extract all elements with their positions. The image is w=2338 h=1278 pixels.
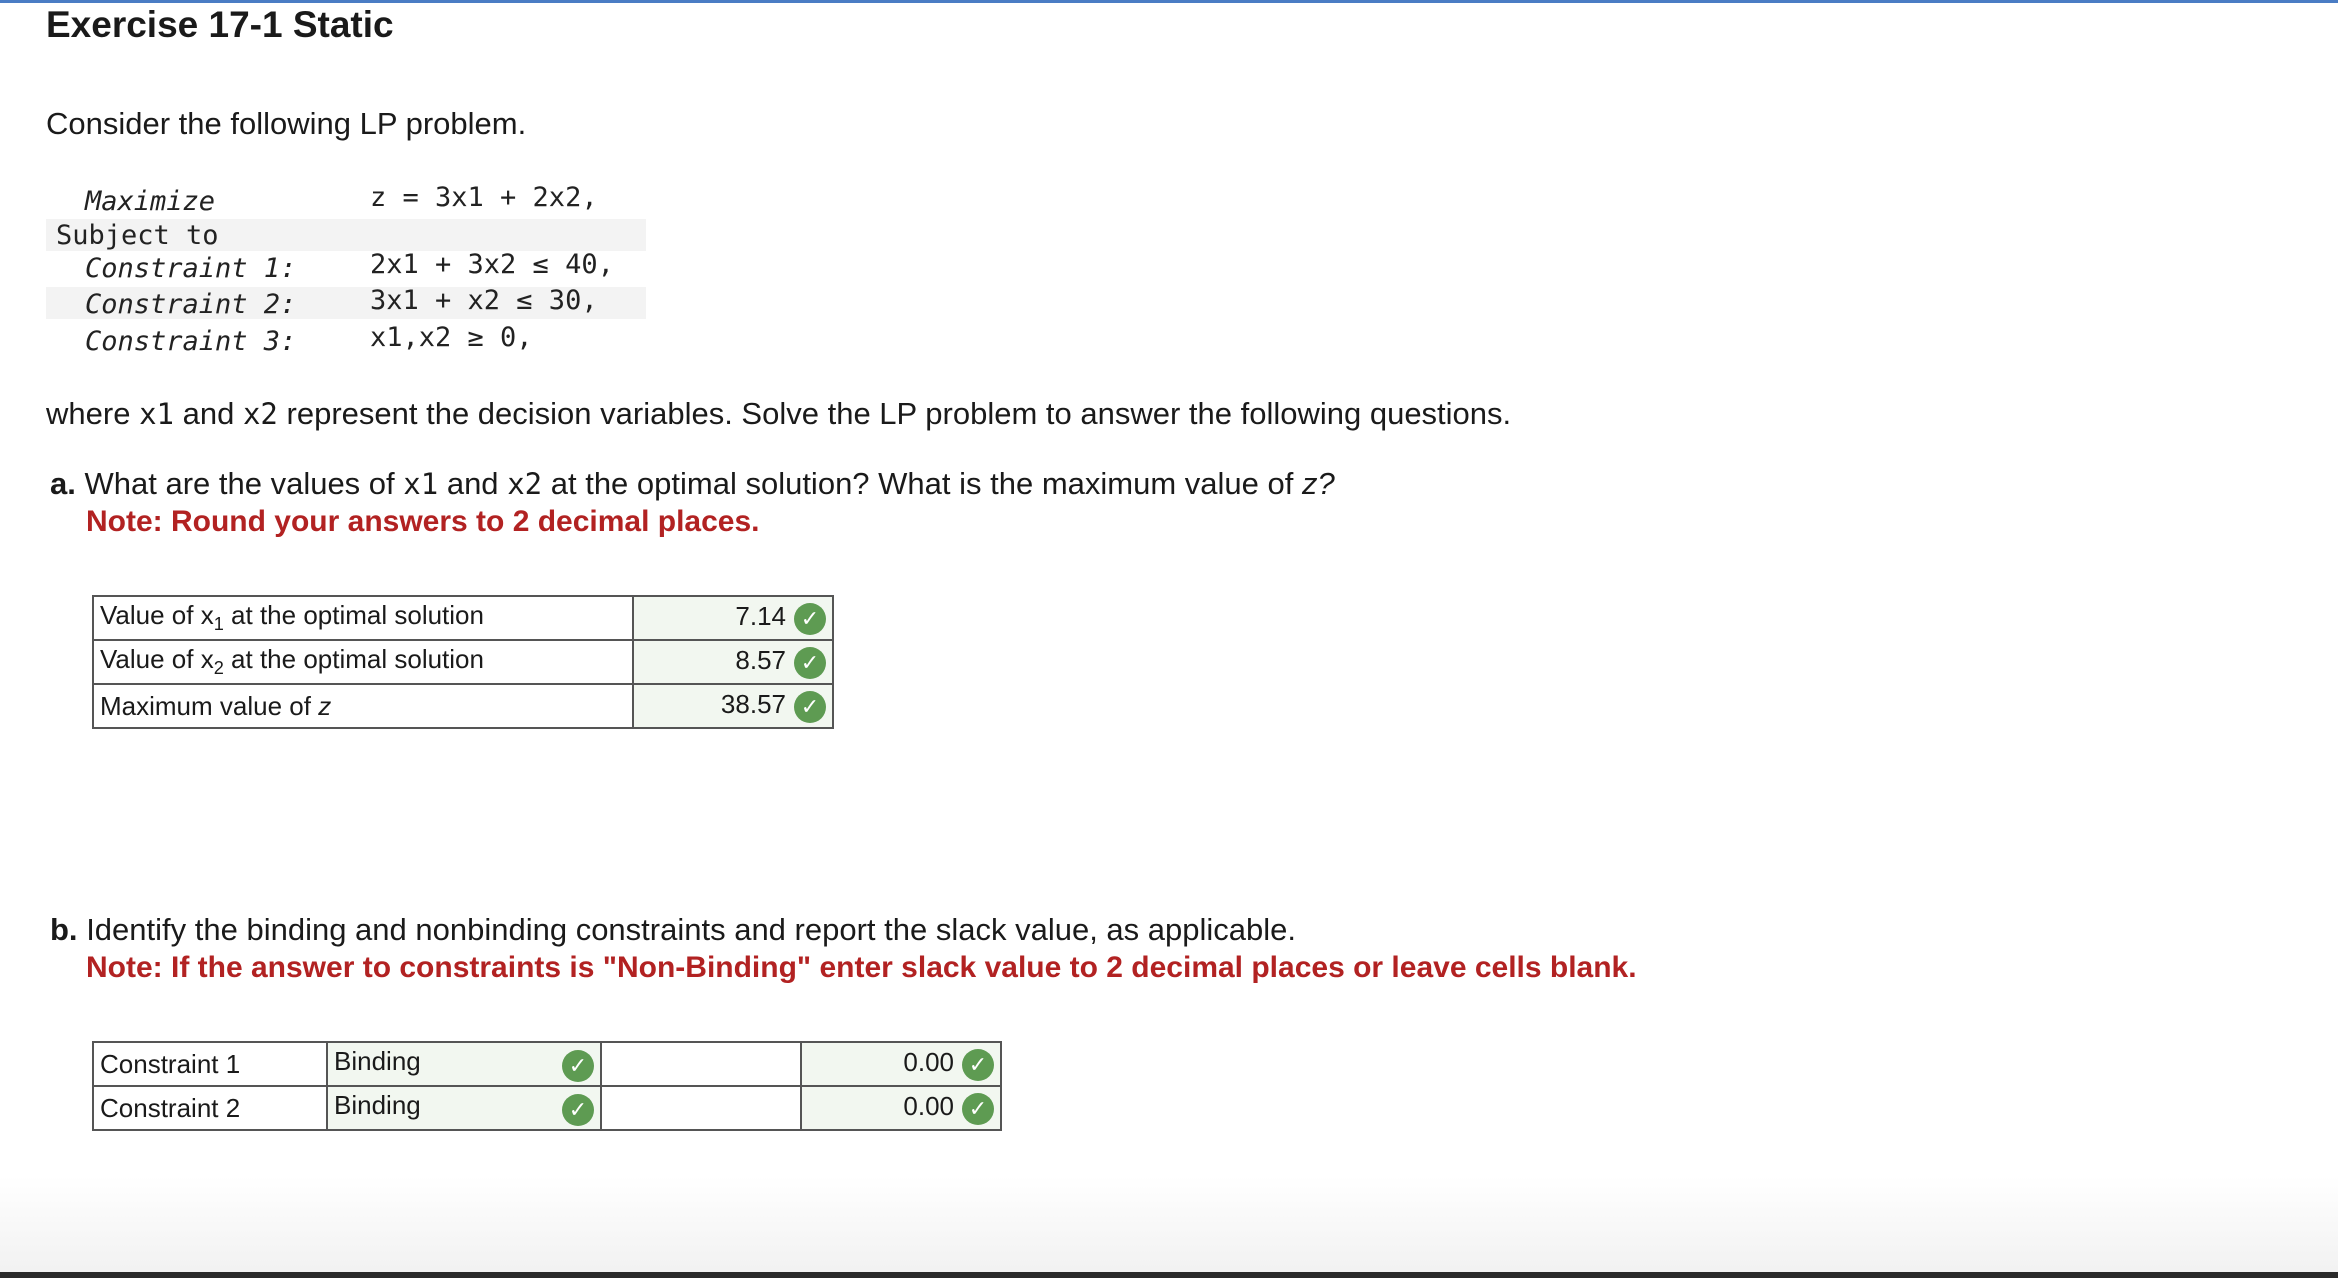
answer-table-a — [92, 595, 834, 729]
slack-input[interactable] — [801, 1042, 1001, 1086]
slack-value: 0.00 — [903, 1091, 954, 1122]
lp-objective: z = 3x1 + 2x2, — [370, 182, 598, 213]
lp-maximize-label: Maximize — [85, 186, 216, 217]
where-paragraph — [46, 396, 1511, 432]
row-label: Value of $x_1$ at the optimal solution — [93, 596, 633, 640]
row-label: Constraint 1 — [93, 1042, 327, 1086]
table-row — [93, 1042, 1001, 1086]
question-b — [50, 912, 1296, 948]
question-a-text: What are the values of — [84, 466, 395, 501]
answer-cell[interactable] — [633, 640, 833, 684]
slack-value: 0.00 — [903, 1047, 954, 1078]
question-b-note: Note: If the answer to constraints is "Non-Binding" enter slack value to 2 decimal places or leave cells blank. — [86, 951, 1637, 984]
binding-value: Binding — [334, 1046, 421, 1076]
row-label: Constraint 2 — [93, 1086, 327, 1130]
answer-value: 8.57 — [735, 645, 786, 676]
question-a-letter: a. — [50, 466, 76, 501]
intro-text: Consider the following LP problem. — [46, 106, 527, 141]
lp-constraint-1-expr: 2x1 + 3x2 ≤ 40, — [370, 249, 614, 280]
slack-input[interactable] — [801, 1086, 1001, 1130]
where-rest: represent the decision variables. Solve the LP problem to answer the following questions. — [286, 396, 1512, 431]
answer-value: 38.57 — [720, 689, 786, 720]
blank-cell[interactable] — [601, 1042, 801, 1086]
top-accent-rule — [0, 0, 2338, 3]
blank-cell[interactable] — [601, 1086, 801, 1130]
where-text: where — [46, 396, 131, 431]
lp-constraint-1-label: Constraint 1: — [85, 253, 297, 284]
check-icon: ✓ — [794, 647, 826, 679]
check-icon: ✓ — [794, 603, 826, 635]
row-label: Maximum value of z — [93, 684, 633, 728]
check-icon: ✓ — [962, 1093, 994, 1125]
answer-value: 7.14 — [735, 601, 786, 632]
check-icon: ✓ — [562, 1050, 594, 1082]
lp-constraint-3-expr: x1,x2 ≥ 0, — [370, 322, 533, 353]
answer-table-b — [92, 1041, 1002, 1131]
table-row — [93, 1086, 1001, 1130]
var-x1: x1 — [403, 467, 439, 501]
binding-value: Binding — [334, 1090, 421, 1120]
var-x1: x1 — [139, 397, 174, 431]
question-a-note: Note: Round your answers to 2 decimal places. — [86, 505, 760, 538]
question-b-letter: b. — [50, 912, 78, 947]
check-icon: ✓ — [962, 1049, 994, 1081]
bottom-bar — [0, 1272, 2338, 1278]
lp-constraint-3-label: Constraint 3: — [85, 326, 297, 357]
table-row — [93, 684, 833, 728]
where-and: and — [182, 396, 235, 431]
question-a-and: and — [446, 466, 499, 501]
question-b-text: Identify the binding and nonbinding constraints and report the slack value, as applicable. — [86, 912, 1296, 947]
var-z: z? — [1301, 466, 1335, 501]
answer-cell[interactable] — [633, 596, 833, 640]
lp-constraint-2-label: Constraint 2: — [85, 289, 297, 320]
answer-cell[interactable] — [633, 684, 833, 728]
var-x2: x2 — [507, 467, 543, 501]
binding-select[interactable] — [327, 1086, 601, 1130]
check-icon: ✓ — [562, 1094, 594, 1126]
question-a — [50, 466, 1335, 502]
table-row — [93, 640, 833, 684]
page-title: Exercise 17-1 Static — [46, 4, 394, 45]
check-icon: ✓ — [794, 691, 826, 723]
question-a-text-2: at the optimal solution? What is the maximum value of — [550, 466, 1294, 501]
table-row — [93, 596, 833, 640]
binding-select[interactable] — [327, 1042, 601, 1086]
row-label: Value of $x_2$ at the optimal solution — [93, 640, 633, 684]
lp-constraint-2-expr: 3x1 + x2 ≤ 30, — [370, 285, 598, 316]
bottom-shade — [0, 1176, 2338, 1278]
lp-subject-to: Subject to — [56, 220, 219, 251]
var-x2: x2 — [242, 397, 278, 431]
